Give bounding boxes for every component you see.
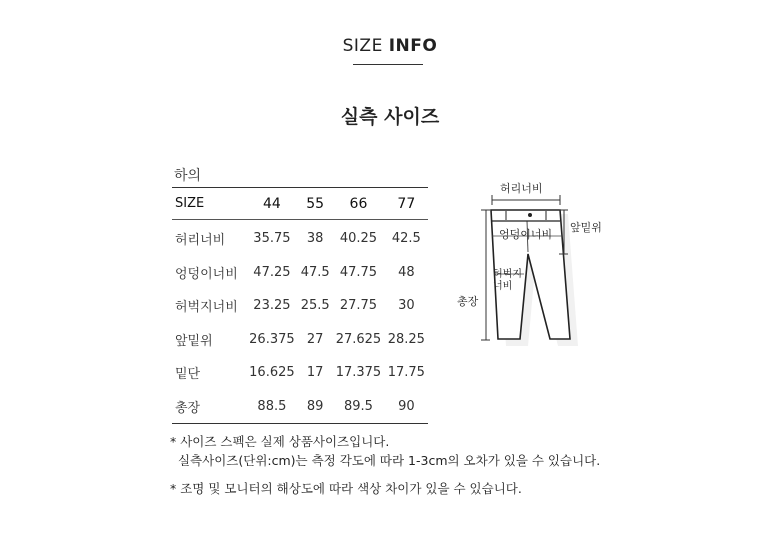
- size-table: [172, 187, 428, 424]
- table-row: [172, 256, 428, 290]
- table-row: [172, 220, 428, 256]
- table-cell: 38: [306, 231, 324, 247]
- table-cell: 89: [306, 398, 324, 414]
- table-cell: 47.5: [300, 264, 330, 280]
- table-cell: 30: [398, 298, 415, 314]
- table-header-row: [172, 188, 428, 220]
- row-label: 허벅지너비: [175, 300, 238, 316]
- table-cell: 48: [398, 264, 415, 280]
- table-cell: 35.75: [253, 231, 291, 247]
- note-line: * 조명 및 모니터의 해상도에 따라 색상 차이가 있을 수 있습니다.: [170, 481, 522, 496]
- diagram-label-thigh-line1: 허벅지: [493, 269, 522, 280]
- category-label: 하의: [174, 168, 202, 184]
- table-cell: 28.25: [387, 331, 425, 347]
- diagram-label-hip: 엉덩이너비: [499, 228, 553, 241]
- column-header-77: 77: [397, 195, 416, 212]
- row-label: 엉덩이너비: [175, 266, 238, 282]
- table-cell: 27.625: [335, 331, 382, 347]
- table-row: [172, 323, 428, 357]
- column-header-66: 66: [349, 195, 368, 212]
- table-cell: 27.75: [339, 298, 378, 314]
- table-row: [172, 356, 428, 390]
- table-cell: 16.625: [249, 365, 295, 381]
- table-row: [172, 390, 428, 424]
- table-cell: 89.5: [343, 398, 373, 414]
- diagram-label-thigh: [493, 269, 522, 292]
- row-label: 앞밑위: [175, 333, 213, 349]
- pants-illustration: [450, 178, 620, 358]
- row-label: 총장: [175, 400, 201, 416]
- header-word-size: SIZE: [342, 36, 383, 56]
- table-cell: 27: [306, 331, 324, 347]
- table-cell: 25.5: [300, 298, 330, 314]
- table-cell: 26.375: [249, 331, 295, 347]
- table-cell: 42.5: [391, 231, 421, 247]
- size-notes: [170, 432, 600, 498]
- note-line: 실측사이즈(단위:cm)는 측정 각도에 따라 1-3cm의 오차가 있을 수 있습니다.: [178, 453, 601, 468]
- page-subtitle: 실측 사이즈: [340, 106, 440, 128]
- column-header-55: 55: [306, 195, 325, 212]
- table-cell: 47.75: [339, 264, 378, 280]
- column-header-44: 44: [262, 195, 281, 212]
- row-label: 밑단: [175, 367, 201, 383]
- table-cell: 40.25: [339, 231, 378, 247]
- table-row: [172, 289, 428, 323]
- diagram-label-waist: 허리너비: [500, 182, 543, 195]
- table-cell: 90: [398, 398, 415, 414]
- table-cell: 47.25: [253, 264, 291, 280]
- header-word-info: INFO: [388, 36, 438, 56]
- note-line: * 사이즈 스펙은 실제 상품사이즈입니다.: [170, 434, 390, 449]
- column-header-size: SIZE: [175, 196, 205, 211]
- diagram-label-rise: 앞밑위: [570, 221, 602, 234]
- section-header: [0, 36, 780, 56]
- pants-measurement-diagram: [450, 178, 620, 358]
- table-cell: 17.75: [387, 365, 425, 381]
- diagram-label-length: 총장: [457, 295, 479, 308]
- table-cell: 23.25: [253, 298, 291, 314]
- header-underline: [353, 64, 423, 65]
- row-label: 허리너비: [175, 233, 226, 249]
- diagram-label-thigh-line2: 너비: [493, 280, 513, 292]
- table-cell: 88.5: [257, 398, 287, 414]
- table-cell: 17: [306, 365, 324, 381]
- table-cell: 17.375: [335, 365, 382, 381]
